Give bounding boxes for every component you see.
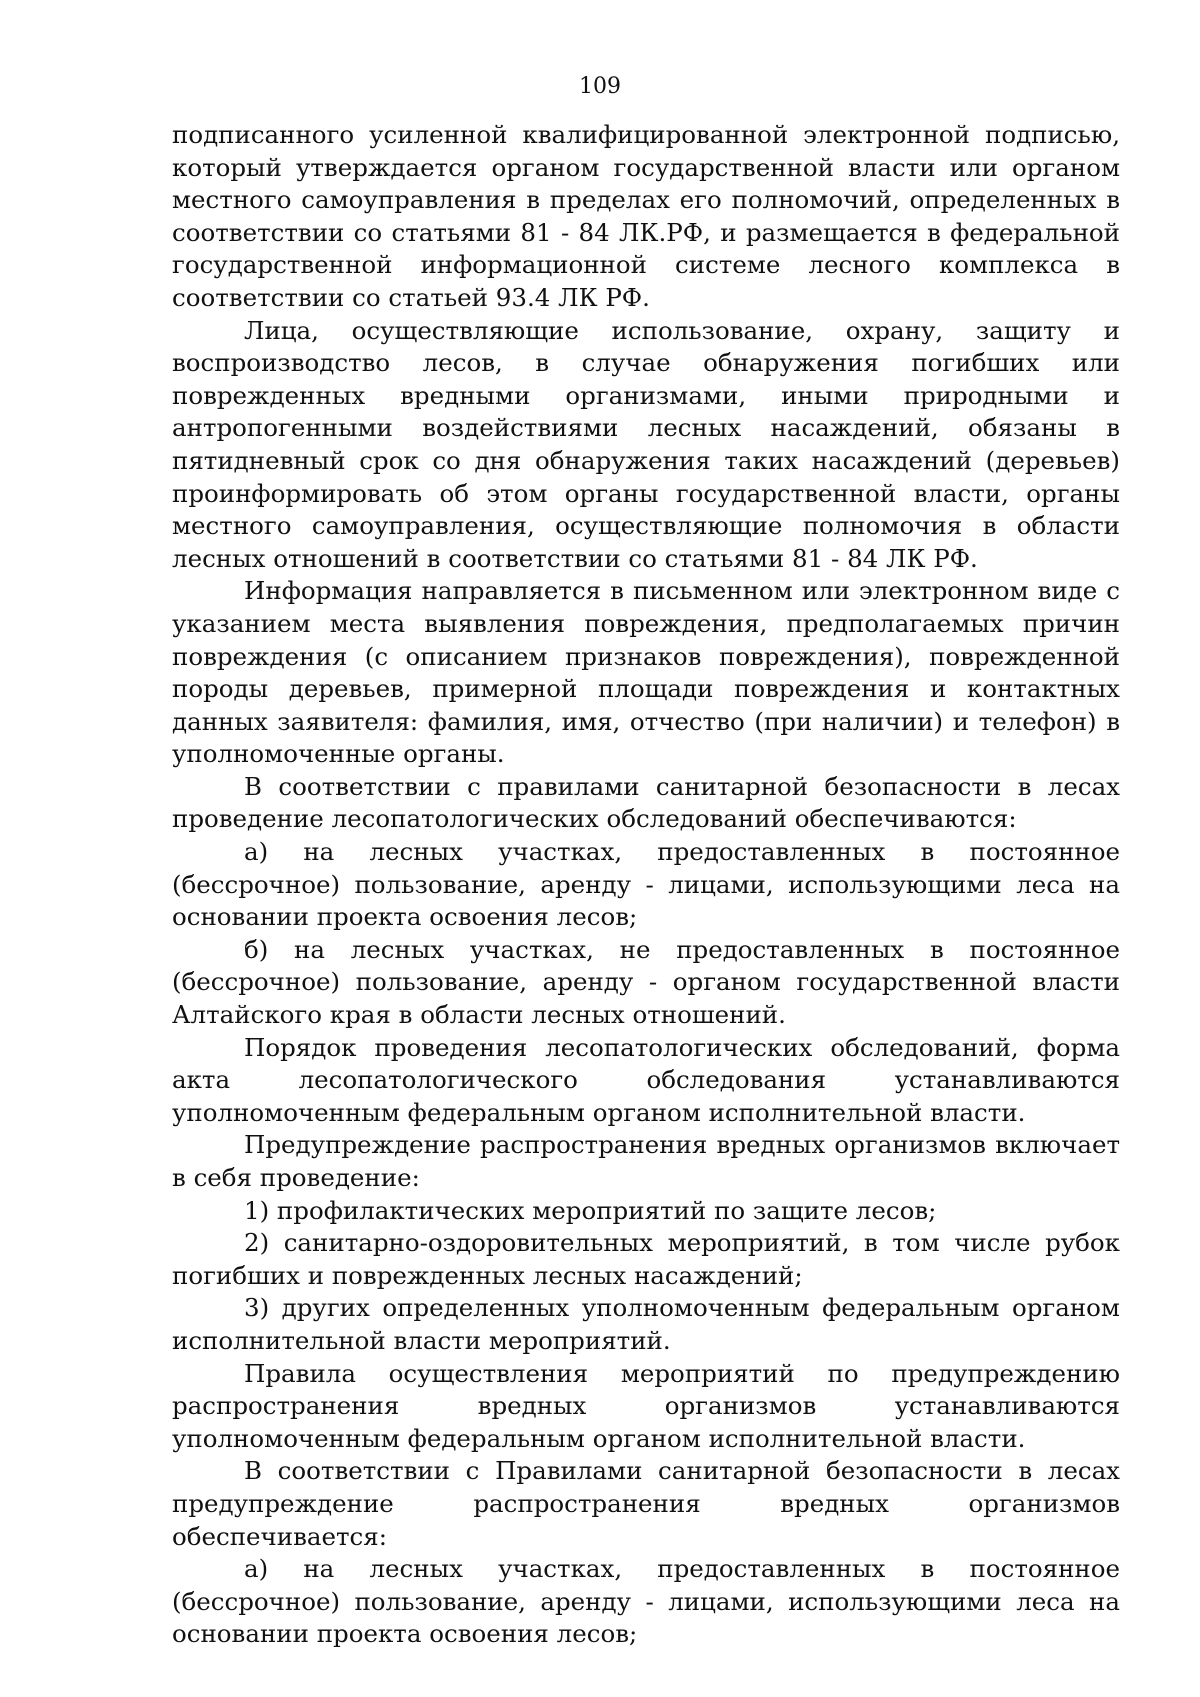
list-item: 2) санитарно-оздоровительных мероприятий, в том числе рубок погибших и поврежденных лесных насаждений;: [172, 1228, 1120, 1290]
paragraph: В соответствии с Правилами санитарной безопасности в лесах предупреждение распространения вредных организмов обеспечивается:: [172, 1456, 1120, 1551]
list-item: 3) других определенных уполномоченным федеральным органом исполнительной власти мероприятий.: [172, 1293, 1120, 1355]
paragraph: В соответствии с правилами санитарной безопасности в лесах проведение лесопатологических обследований обеспечиваются:: [172, 771, 1120, 834]
list-item: а) на лесных участках, предоставленных в постоянное (бессрочное) пользование, аренду - лицами, использующими леса на основании проекта освоения лесов;: [172, 1554, 1120, 1649]
paragraph: Информация направляется в письменном или электронном виде с указанием места выявления повреждения, предполагаемых причин повреждения (с описанием признаков повреждения), поврежденной породы деревьев, примерной площади повреждения и контактных данных заявителя: фамилия, имя, отчество (при наличии) и телефон) в уполномоченные органы.: [172, 576, 1120, 769]
paragraph: Правила осуществления мероприятий по предупреждению распространения вредных организмов устанавливаются уполномоченным федеральным органом исполнительной власти.: [172, 1358, 1120, 1453]
list-item: б) на лесных участках, не предоставленных в постоянное (бессрочное) пользование, аренду - органом государственной власти Алтайского края в области лесных отношений.: [172, 934, 1120, 1030]
page-number: 109: [579, 74, 621, 99]
paragraph: Лица, осуществляющие использование, охрану, защиту и воспроизводство лесов, в случае обнаружения погибших или поврежденных вредными организмами, иными природными и антропогенными воздействиями лесных насаждений, обязаны в пятидневный срок со дня обнаружения таких насаждений (деревьев) проинформировать об этом органы государственной власти, органы местного самоуправления, осуществляющие полномочия в области лесных отношений в соответствии со статьями 81 - 84 ЛК РФ.: [172, 315, 1120, 573]
paragraph-continuation: подписанного усиленной квалифицированной электронной подписью, который утверждается органом государственной власти или органом местного самоуправления в пределах его полномочий, определенных в соответствии со статьями 81 - 84 ЛК.РФ, и размещается в федеральной государственной информационной системе лесного комплекса в соответствии со статьей 93.4 ЛК РФ.: [172, 120, 1120, 312]
list-item: 1) профилактических мероприятий по защите лесов;: [244, 1195, 937, 1225]
document-body: [172, 119, 1120, 1651]
paragraph: Порядок проведения лесопатологических обследований, форма акта лесопатологического обследования устанавливаются уполномоченным федеральным органом исполнительной власти.: [172, 1032, 1120, 1127]
paragraph: Предупреждение распространения вредных организмов включает в себя проведение:: [172, 1130, 1120, 1192]
list-item: а) на лесных участках, предоставленных в постоянное (бессрочное) пользование, аренду - лицами, использующими леса на основании проекта освоения лесов;: [172, 837, 1120, 932]
